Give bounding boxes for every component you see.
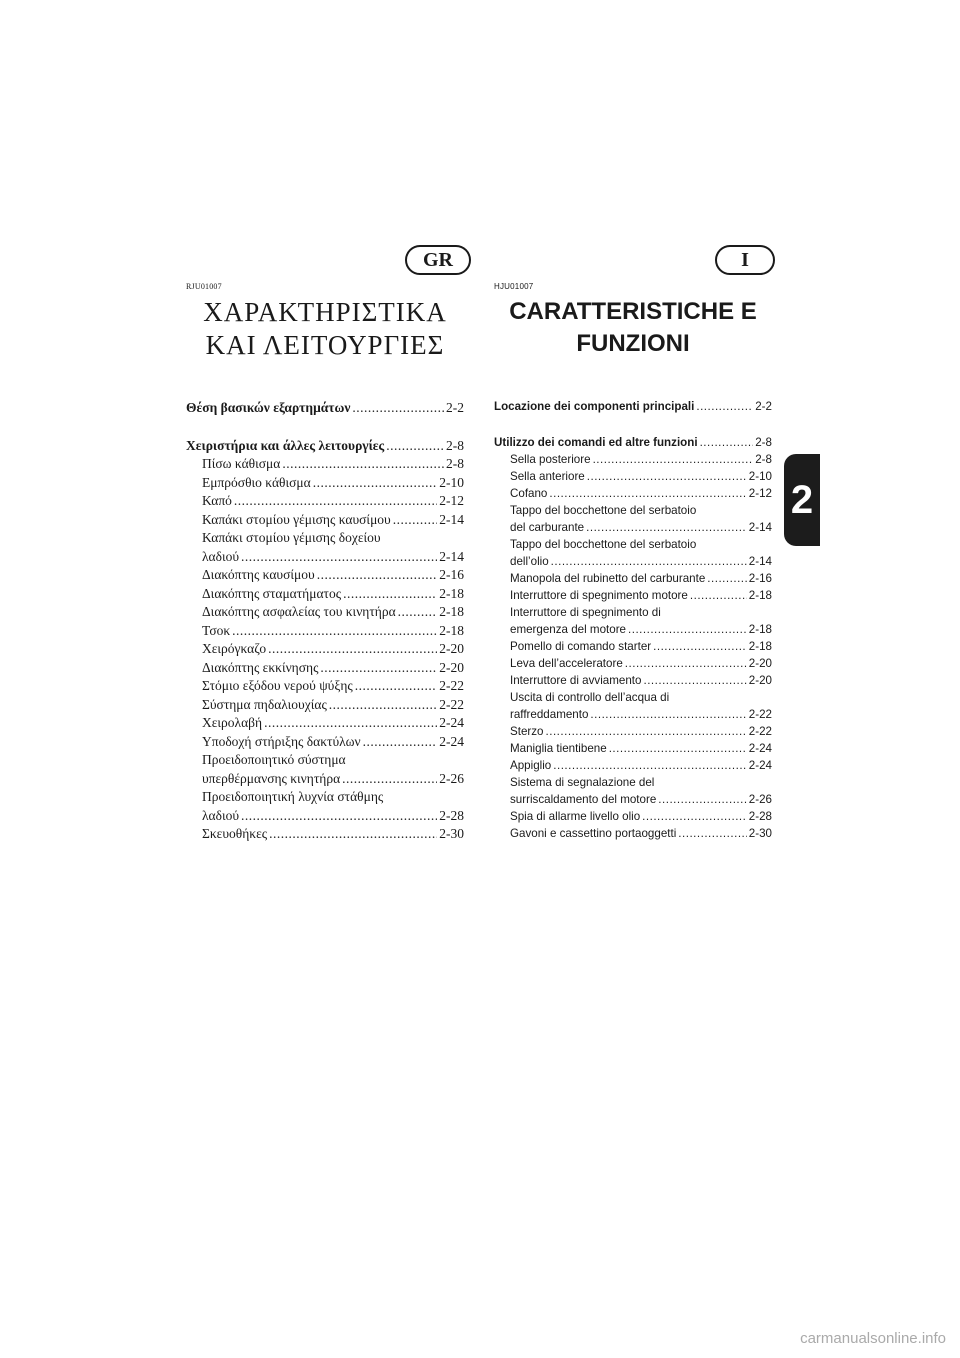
toc-entry[interactable] — [186, 678, 464, 697]
toc-entry-page: 2-26 — [439, 770, 464, 786]
toc-entry-page: 2-18 — [748, 623, 772, 636]
toc-entry-label: del carburante — [510, 521, 585, 534]
toc-entry[interactable] — [186, 826, 464, 845]
toc-entry-page: 2-18 — [439, 585, 464, 601]
toc-entry-page: 2-16 — [748, 572, 772, 585]
toc-entry-label: emergenza del motore — [510, 623, 626, 636]
toc-entry-label: dell’olio — [510, 555, 549, 568]
toc-leader-dots — [393, 512, 438, 528]
toc-entry-label: λαδιού — [202, 548, 240, 564]
toc-entry-label: Καπάκι στομίου γέμισης δοχείου — [202, 530, 381, 545]
toc-entry-label: Pomello di comando starter — [510, 640, 652, 653]
chapter-title-greek — [186, 296, 464, 362]
toc-entry[interactable] — [186, 789, 464, 808]
toc-entry[interactable] — [494, 759, 772, 776]
toc-entry[interactable] — [494, 470, 772, 487]
toc-entry-page: 2-24 — [439, 715, 464, 730]
chapter-title-line: FUNZIONI — [576, 330, 690, 357]
toc-entry[interactable] — [186, 641, 464, 660]
toc-leader-dots — [678, 827, 747, 840]
toc-entry[interactable] — [494, 453, 772, 470]
toc-entry-label: Tappo del bocchettone del serbatoio — [510, 504, 697, 517]
toc-entry-label: Σκευοθήκες — [202, 826, 268, 841]
toc-entry-page: 2-22 — [748, 708, 772, 721]
toc-entry[interactable] — [186, 697, 464, 716]
toc-entry[interactable] — [186, 752, 464, 771]
toc-entry-page: 2-8 — [755, 453, 772, 466]
toc-entry[interactable] — [186, 771, 464, 790]
toc-leader-dots — [553, 759, 747, 772]
toc-leader-dots — [628, 623, 747, 636]
toc-entry-page: 2-14 — [748, 521, 772, 534]
toc-entry-label: Εμπρόσθιο κάθισμα — [202, 474, 311, 490]
toc-leader-dots — [363, 734, 438, 750]
toc-entry[interactable] — [186, 623, 464, 642]
toc-entry-label: Leva dell’acceleratore — [510, 657, 623, 670]
toc-entry-label: λαδιού — [202, 807, 240, 823]
toc-entry[interactable] — [494, 487, 772, 504]
toc-entry-label: Spia di allarme livello olio — [510, 810, 641, 823]
toc-entry-page: 2-22 — [439, 696, 464, 712]
toc-entry-label: Στόμιο εξόδου νερού ψύξης — [202, 678, 353, 693]
toc-entry-label: Manopola del rubinetto del carburante — [510, 572, 706, 585]
toc-entry[interactable] — [494, 606, 772, 623]
chapter-title-line: ΚΑΙ ΛΕΙΤΟΥΡΓΙΕΣ — [205, 330, 445, 360]
toc-entry[interactable] — [186, 604, 464, 623]
toc-entry[interactable] — [186, 475, 464, 494]
toc-entry[interactable] — [186, 549, 464, 568]
toc-entry-page: 2-14 — [439, 548, 464, 564]
language-badge-italian: I — [715, 245, 775, 275]
toc-leader-dots — [590, 708, 746, 721]
toc-entry-label: Χειριστήρια και άλλες λειτουργίες — [186, 437, 385, 453]
toc-entry[interactable] — [494, 742, 772, 759]
toc-entry-label: Maniglia tientibene — [510, 742, 607, 755]
toc-entry-page: 2-30 — [748, 827, 772, 840]
toc-entry-label: Sterzo — [510, 725, 544, 738]
toc-leader-dots — [232, 623, 437, 639]
toc-entry[interactable] — [186, 456, 464, 475]
toc-leader-dots — [264, 715, 437, 731]
toc-entry-label: Sella anteriore — [510, 470, 585, 483]
toc-leader-dots — [642, 810, 747, 823]
toc-leader-dots — [329, 697, 437, 713]
toc-entry[interactable] — [494, 691, 772, 708]
toc-entry[interactable] — [494, 436, 772, 453]
toc-entry-label: Υποδοχή στήριξης δακτύλων — [202, 733, 361, 749]
toc-leader-dots — [653, 640, 747, 653]
toc-leader-dots — [241, 808, 437, 824]
toc-entry-label: Πίσω κάθισμα — [202, 456, 281, 471]
toc-entry[interactable] — [494, 725, 772, 742]
toc-entry-label: Διακόπτης σταματήματος — [202, 585, 342, 601]
toc-entry-page: 2-24 — [439, 733, 464, 749]
toc-entry-label: υπερθέρμανσης κινητήρα — [202, 770, 341, 786]
toc-leader-dots — [320, 660, 437, 676]
toc-entry-page: 2-18 — [439, 604, 464, 619]
toc-entry-label: Sella posteriore — [510, 453, 591, 466]
toc-entry[interactable] — [494, 589, 772, 606]
toc-leader-dots — [343, 586, 437, 602]
toc-entry[interactable] — [494, 555, 772, 572]
toc-leader-dots — [700, 436, 754, 449]
toc-entry-label: Interruttore di spegnimento motore — [510, 589, 688, 602]
toc-entry-label: Διακόπτης ασφαλείας του κινητήρα — [202, 604, 396, 619]
toc-entry-page: 2-20 — [439, 659, 464, 675]
toc-entry[interactable] — [494, 623, 772, 640]
toc-entry[interactable] — [186, 493, 464, 512]
toc-entry-label: Interruttore di avviamento — [510, 674, 642, 687]
toc-entry-page: 2-8 — [446, 456, 464, 471]
toc-entry-page: 2-18 — [748, 589, 772, 602]
toc-leader-dots — [398, 604, 438, 620]
toc-leader-dots — [317, 567, 438, 583]
table-of-contents-italian — [494, 400, 772, 844]
toc-entry-label: Καπάκι στομίου γέμισης καυσίμου — [202, 511, 391, 527]
toc-entry-page: 2-8 — [446, 437, 464, 453]
toc-entry[interactable] — [494, 538, 772, 555]
watermark: carmanualsonline.info — [800, 1330, 946, 1347]
toc-entry-label: Sistema di segnalazione del — [510, 776, 655, 789]
toc-entry-page: 2-22 — [748, 725, 772, 738]
toc-entry-label: Καπό — [202, 493, 232, 508]
toc-entry-page: 2-10 — [439, 474, 464, 490]
toc-entry-page: 2-12 — [439, 493, 464, 508]
toc-entry[interactable] — [494, 400, 772, 417]
toc-entry[interactable] — [494, 504, 772, 521]
toc-entry-page: 2-24 — [748, 759, 772, 772]
toc-entry[interactable] — [494, 640, 772, 657]
toc-entry-page: 2-28 — [439, 807, 464, 823]
toc-leader-dots — [282, 456, 444, 472]
toc-leader-dots — [593, 453, 754, 466]
toc-entry-label: Διακόπτης εκκίνησης — [202, 659, 319, 675]
toc-leader-dots — [549, 487, 746, 500]
toc-entry[interactable] — [494, 793, 772, 810]
chapter-tab[interactable]: 2 — [784, 454, 820, 546]
toc-entry-page: 2-20 — [748, 674, 772, 687]
toc-entry[interactable] — [186, 660, 464, 679]
toc-entry[interactable] — [494, 657, 772, 674]
toc-leader-dots — [269, 826, 437, 842]
language-badge-greek: GR — [405, 245, 471, 275]
toc-entry-label: Interruttore di spegnimento di — [510, 606, 661, 619]
toc-entry-label: Gavoni e cassettino portaoggetti — [510, 827, 677, 840]
toc-entry-label: Χειρολαβή — [202, 715, 263, 730]
toc-entry-page: 2-14 — [439, 511, 464, 527]
toc-leader-dots — [587, 470, 747, 483]
toc-entry-label: Locazione dei componenti principali — [494, 400, 695, 413]
toc-entry-page: 2-20 — [439, 641, 464, 656]
toc-leader-dots — [551, 555, 747, 568]
toc-entry-page: 2-14 — [748, 555, 772, 568]
toc-entry[interactable] — [494, 521, 772, 538]
toc-entry[interactable] — [186, 512, 464, 531]
toc-entry-page: 2-16 — [439, 567, 464, 582]
toc-leader-dots — [707, 572, 746, 585]
toc-leader-dots — [586, 521, 747, 534]
toc-leader-dots — [352, 400, 444, 416]
toc-entry-label: Τσοκ — [202, 622, 231, 638]
toc-entry-label: Διακόπτης καυσίμου — [202, 567, 315, 582]
chapter-title-line: ΧΑΡΑΚΤΗΡΙΣΤΙΚΑ — [203, 297, 447, 327]
toc-entry[interactable] — [186, 808, 464, 827]
toc-leader-dots — [643, 674, 746, 687]
toc-entry-label: Appiglio — [510, 759, 552, 772]
toc-leader-dots — [241, 549, 437, 565]
toc-entry-page: 2-10 — [748, 470, 772, 483]
toc-entry-label: surriscaldamento del motore — [510, 793, 657, 806]
table-of-contents-greek — [186, 400, 464, 845]
toc-entry[interactable] — [186, 734, 464, 753]
toc-entry[interactable] — [494, 708, 772, 725]
toc-entry-page: 2-12 — [748, 487, 772, 500]
toc-entry-label: Θέση βασικών εξαρτημάτων — [186, 400, 351, 415]
toc-leader-dots — [625, 657, 747, 670]
toc-entry[interactable] — [494, 572, 772, 589]
toc-leader-dots — [342, 771, 437, 787]
toc-entry-page: 2-20 — [748, 657, 772, 670]
toc-leader-dots — [690, 589, 747, 602]
toc-leader-dots — [696, 400, 753, 413]
toc-entry-page: 2-28 — [748, 810, 772, 823]
toc-entry[interactable] — [186, 567, 464, 586]
toc-leader-dots — [546, 725, 747, 738]
toc-entry[interactable] — [186, 715, 464, 734]
chapter-title-italian — [494, 296, 772, 360]
toc-entry-page: 2-30 — [439, 826, 464, 841]
toc-entry-label: Χειρόγκαζο — [202, 641, 267, 656]
toc-entry-page: 2-18 — [439, 622, 464, 638]
toc-leader-dots — [313, 475, 438, 491]
toc-leader-dots — [658, 793, 747, 806]
section-code-italian: HJU01007 — [494, 282, 534, 291]
section-code-greek: RJU01007 — [186, 282, 222, 291]
toc-entry-label: raffreddamento — [510, 708, 589, 721]
toc-entry[interactable] — [186, 530, 464, 549]
toc-entry-page: 2-8 — [755, 436, 772, 449]
toc-entry-page: 2-2 — [446, 400, 464, 415]
toc-leader-dots — [268, 641, 437, 657]
toc-entry[interactable] — [494, 810, 772, 827]
toc-entry-page: 2-2 — [755, 400, 772, 413]
toc-leader-dots — [386, 438, 444, 454]
toc-entry[interactable] — [494, 776, 772, 793]
toc-entry-label: Cofano — [510, 487, 548, 500]
toc-leader-dots — [609, 742, 747, 755]
toc-entry-page: 2-22 — [439, 678, 464, 693]
toc-entry[interactable] — [186, 438, 464, 457]
toc-entry-label: Tappo del bocchettone del serbatoio — [510, 538, 697, 551]
toc-entry[interactable] — [186, 586, 464, 605]
toc-entry-page: 2-18 — [748, 640, 772, 653]
toc-entry-label: Σύστημα πηδαλιουχίας — [202, 696, 327, 712]
toc-entry-page: 2-26 — [748, 793, 772, 806]
toc-entry-label: Προειδοποιητικό σύστημα — [202, 752, 346, 767]
chapter-title-line: CARATTERISTICHE E — [509, 298, 757, 325]
toc-entry[interactable] — [494, 827, 772, 844]
toc-entry-label: Uscita di controllo dell’acqua di — [510, 691, 670, 704]
toc-entry-label: Utilizzo dei comandi ed altre funzioni — [494, 436, 698, 449]
toc-entry[interactable] — [494, 674, 772, 691]
toc-entry-label: Προειδοποιητική λυχνία στάθμης — [202, 789, 384, 804]
toc-leader-dots — [355, 678, 437, 694]
toc-entry[interactable] — [186, 400, 464, 419]
toc-entry-page: 2-24 — [748, 742, 772, 755]
toc-leader-dots — [234, 493, 437, 509]
